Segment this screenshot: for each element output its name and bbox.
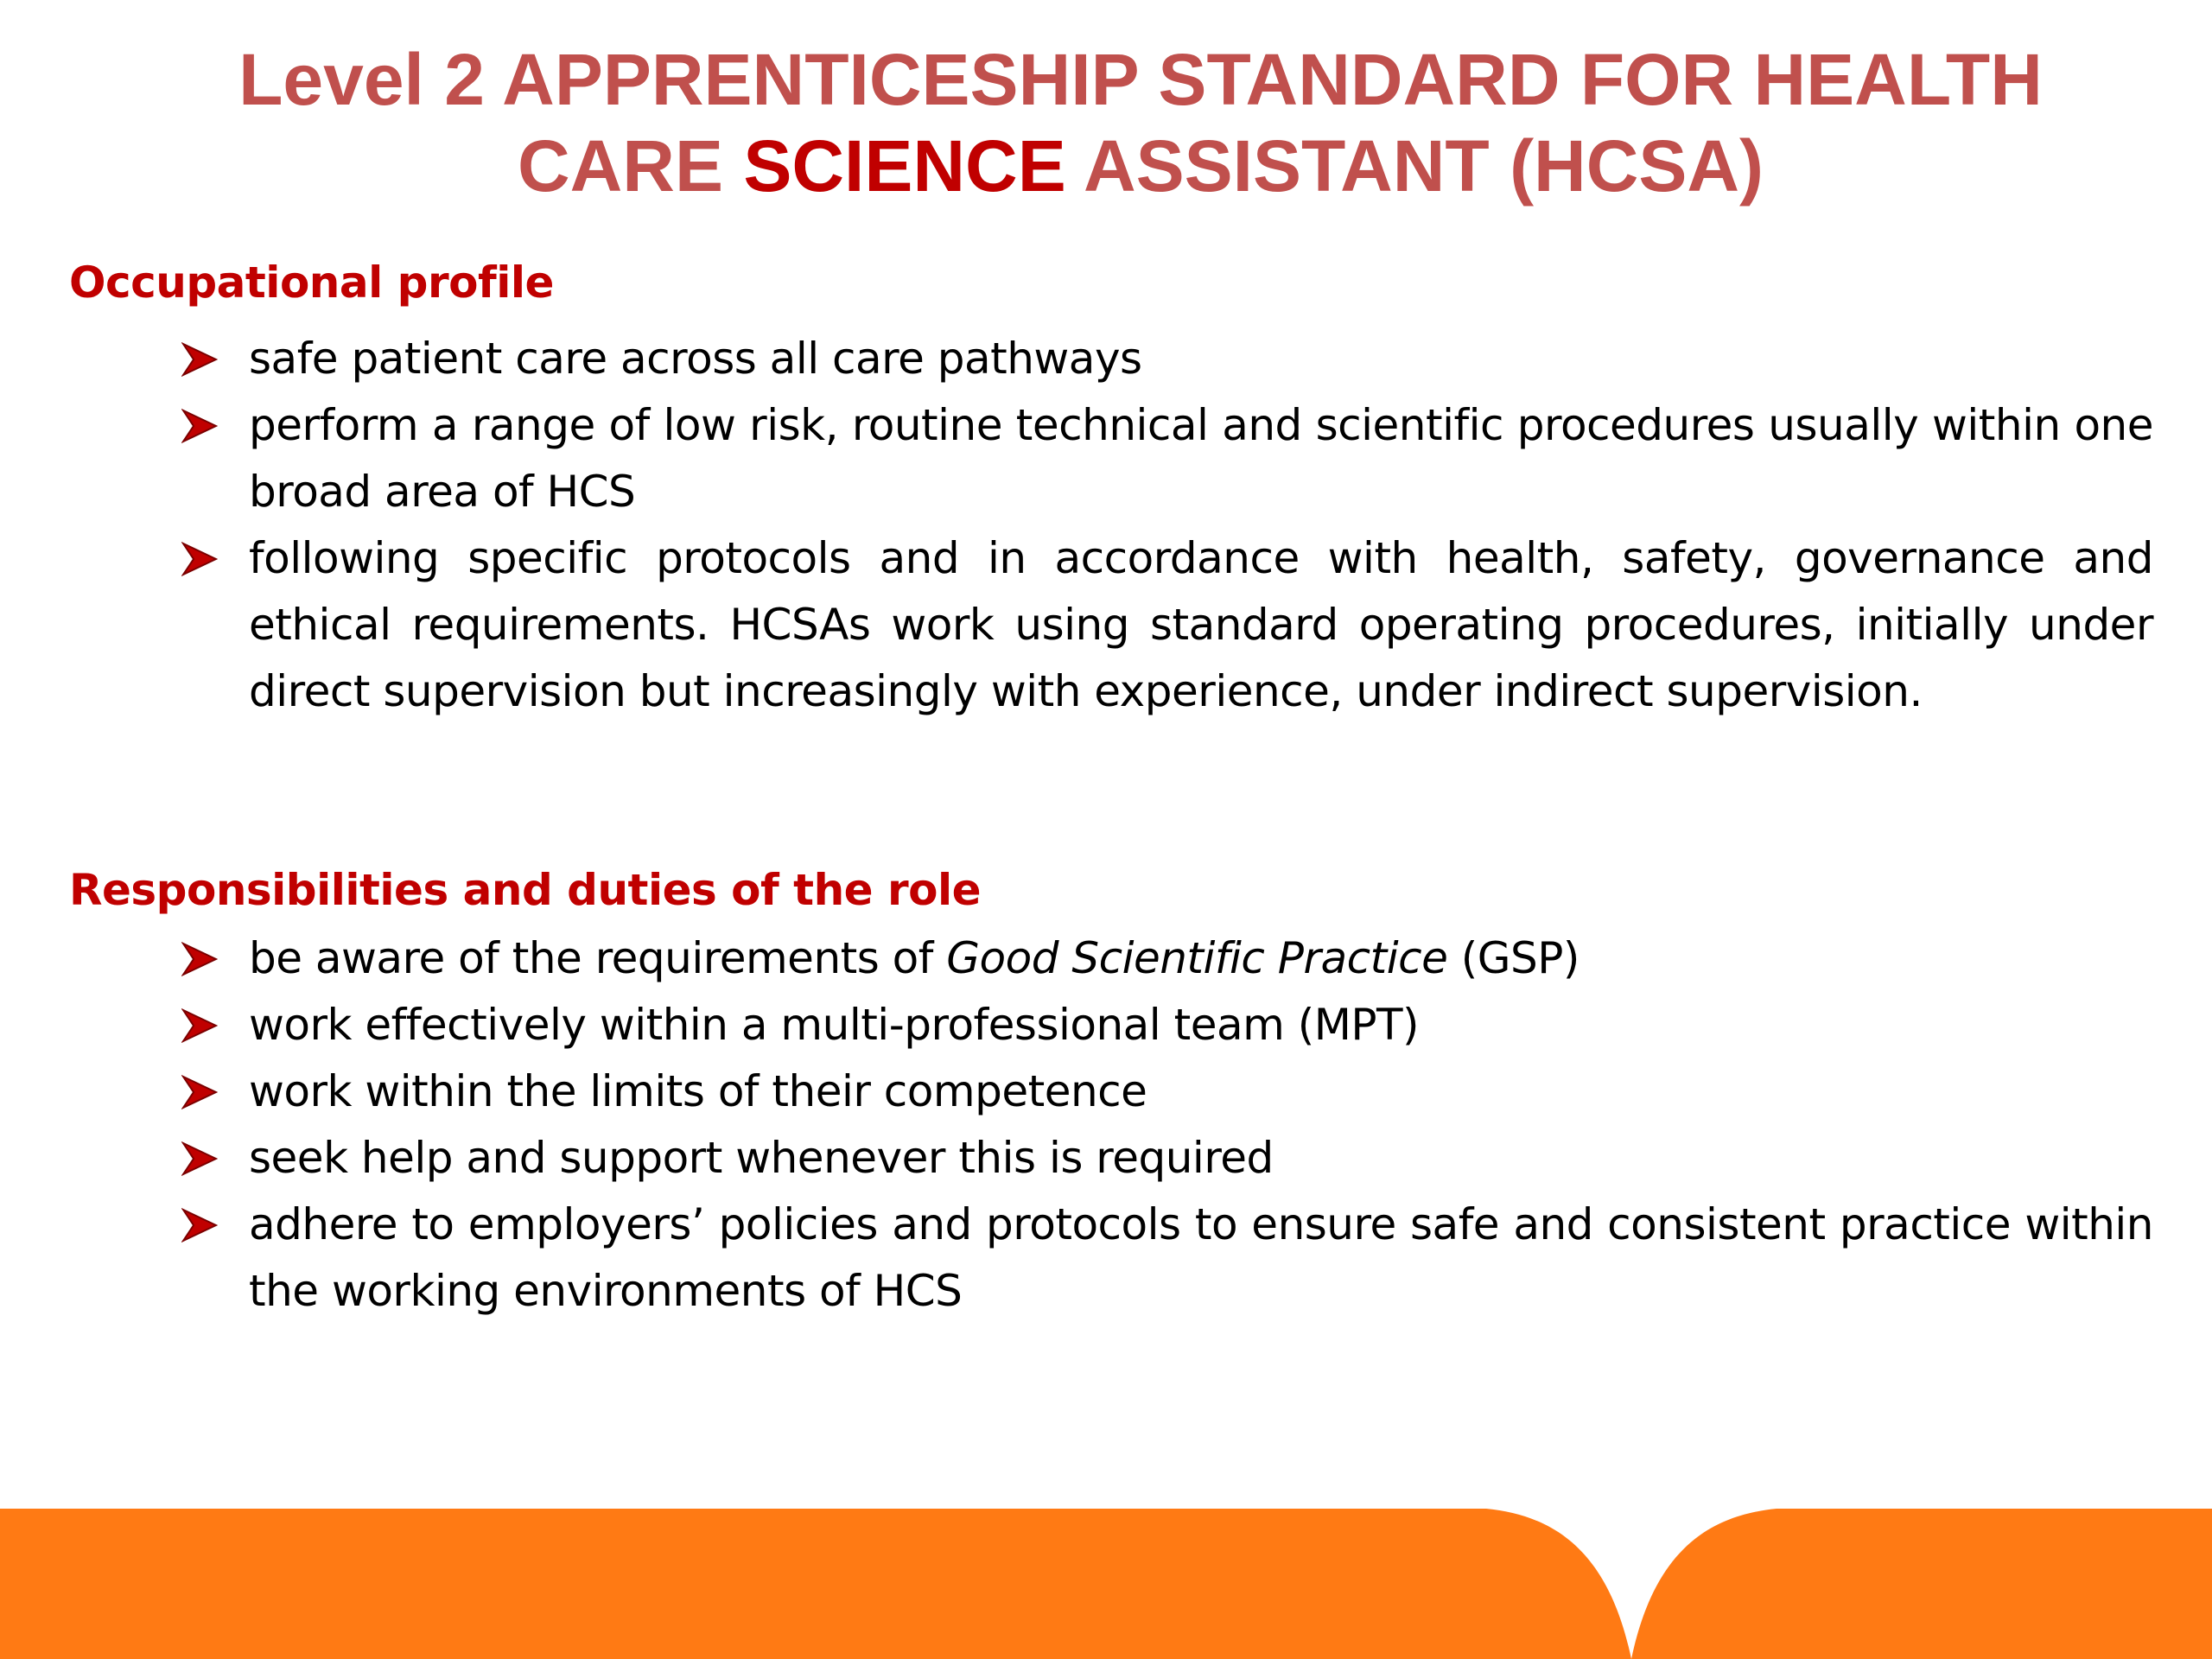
list-item <box>0 1192 2212 1325</box>
list-item-text-pre: be aware of the requirements of <box>249 933 947 983</box>
arrowhead-bullet-icon <box>181 1074 218 1110</box>
list-item <box>0 925 2212 992</box>
slide-title <box>190 36 2091 209</box>
list-item <box>0 992 2212 1058</box>
list-item-text: work within the limits of their competence <box>249 1066 1147 1116</box>
list-item-text: work effectively within a multi-professional team (MPT) <box>249 1000 1420 1050</box>
title-line-2-emphasis: SCIENCE <box>743 125 1066 207</box>
arrowhead-bullet-icon <box>181 1207 218 1243</box>
list-item <box>0 326 2212 392</box>
occupational-profile-list <box>0 326 2212 725</box>
arrowhead-bullet-icon <box>181 1007 218 1044</box>
title-line-2-post: ASSISTANT (HCSA) <box>1065 125 1764 207</box>
responsibilities-heading: Responsibilities and duties of the role <box>69 865 982 915</box>
title-line-1: Level 2 APPRENTICESHIP STANDARD FOR HEALTH <box>238 39 2043 120</box>
responsibilities-list <box>0 925 2212 1325</box>
footer-band-shape <box>0 1509 2212 1659</box>
arrowhead-bullet-icon <box>181 541 218 577</box>
list-item-text-italic: Good Scientific Practice <box>946 933 1448 983</box>
list-item-text: following specific protocols and in accordance with health, safety, governance and ethical requirements. HCSAs work using standard operating procedures, initially under direct supervision but increasingly with experience, under indirect supervision. <box>249 533 2153 716</box>
list-item <box>0 525 2212 725</box>
list-item-text: safe patient care across all care pathways <box>249 334 1142 384</box>
list-item-text: adhere to employers’ policies and protocols to ensure safe and consistent practice within the working environments of HCS <box>249 1199 2153 1316</box>
arrowhead-bullet-icon <box>181 1141 218 1177</box>
list-item-text: seek help and support whenever this is required <box>249 1133 1274 1183</box>
footer-orange-band <box>0 1509 2212 1659</box>
occupational-profile-heading: Occupational profile <box>69 257 554 308</box>
list-item-text: perform a range of low risk, routine technical and scientific procedures usually within one broad area of HCS <box>249 400 2153 517</box>
arrowhead-bullet-icon <box>181 941 218 977</box>
arrowhead-bullet-icon <box>181 341 218 378</box>
arrowhead-bullet-icon <box>181 408 218 444</box>
list-item <box>0 392 2212 525</box>
list-item <box>0 1125 2212 1192</box>
list-item-text-post: (GSP) <box>1447 933 1580 983</box>
list-item <box>0 1058 2212 1125</box>
title-line-2-pre: CARE <box>517 125 744 207</box>
